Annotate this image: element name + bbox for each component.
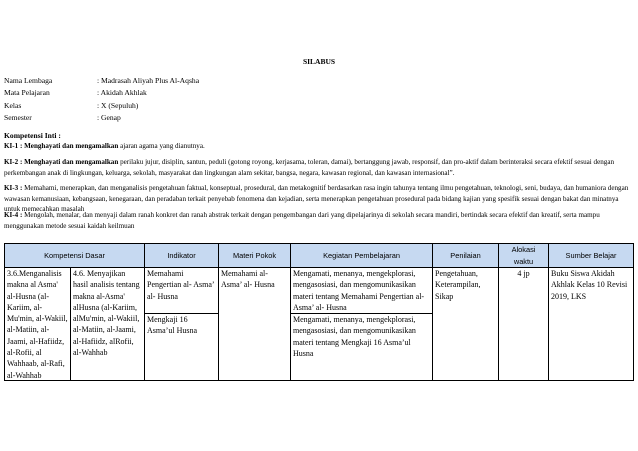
ki-2-label: KI-2 : Menghayati dan mengamalkan xyxy=(4,158,119,166)
ki-2-text: perilaku jujur, disiplin, santun, peduli (gotong royong, kerjasama, toleran, damai), bertanggung jawab, responsif, dan pro-aktif dalam berinteraksi secara efektif sesuai dengan perkembangan anak di lingkungan, keluarga, sekolah, masyarakat dan lingkungan alam sekitar, bangsa, negara, kawasan regional, dan kawasan internasional”. xyxy=(4,158,615,177)
meta-value: : Madrasah Aliyah Plus Al-Aqsha xyxy=(97,76,200,85)
ki-1-text: ajaran agama yang dianutnya. xyxy=(118,142,205,150)
penilaian-cell: Pengetahuan, Keterampilan, Sikap xyxy=(433,268,499,381)
ki-4-text: Mengolah, menalar, dan menyaji dalam ranah konkret dan ranah abstrak terkait dengan pengembangan dari yang dipelajarinya di sekolah secara mandiri, bertindak secara efektif dan kreatif, serta mampu menggunakan metode sesuai kaidah keilmuan xyxy=(4,211,600,230)
ki-2-paragraph xyxy=(4,157,630,178)
meta-value: : X (Sepuluh) xyxy=(97,100,139,110)
kd-4-6-text: 4.6. Menyajikan hasil analisis tentang makna al-Asma' alHusna (al-Kariim, alMu'min, al-Wakiil, al-Matiin, al-Jaami, al-Hafiidz, alRofii, al-Wahhab xyxy=(73,269,140,358)
ki-1-paragraph xyxy=(4,141,630,152)
header-materi-pokok: Materi Pokok xyxy=(219,244,291,268)
kd-3-6-text: 3.6.Menganalisis makna al Asma' al-Husna (al-Kariim, al-Mu'min, al-Wakiil, al-Matiin, al-Jaami, al-Hafiidz, al-Rofii, al Wahhaab, al-Rafi, al-Wahhab xyxy=(7,269,68,380)
indikator-cell: Mengkaji 16 Asma’ul Husna xyxy=(145,314,219,381)
meta-label: Kelas xyxy=(4,100,22,110)
header-indikator: Indikator xyxy=(145,244,219,268)
indikator-cell: Memahami Pengertian al- Asma’ al- Husna xyxy=(145,268,219,314)
meta-row xyxy=(4,100,199,112)
kompetensi-inti-heading: Kompetensi Inti : xyxy=(4,131,61,140)
document-title: SILABUS xyxy=(302,57,336,66)
sumber-cell: Buku Siswa Akidah Akhlak Kelas 10 Revisi 2019, LKS xyxy=(549,268,634,381)
meta-value: : Akidah Akhlak xyxy=(97,88,147,98)
table-header-row xyxy=(5,244,634,268)
header-sumber-belajar: Sumber Belajar xyxy=(549,244,634,268)
meta-label: Mata Pelajaran xyxy=(4,88,50,98)
meta-label: Nama Lembaga xyxy=(4,76,53,85)
header-penilaian: Penilaian xyxy=(433,244,499,268)
kd-cell-4-6 xyxy=(71,268,145,381)
identity-block xyxy=(4,75,199,124)
syllabus-table xyxy=(4,243,634,381)
ki-1-label: KI-1 : Menghayati dan mengamalkan xyxy=(4,142,119,150)
meta-row xyxy=(4,87,199,99)
meta-value: : Genap xyxy=(97,112,121,122)
meta-row xyxy=(4,75,199,87)
kegiatan-cell: Mengamati, menanya, mengekplorasi, mengasosiasi, dan mengomunikasikan materi tentang Memahami Pengertian al-Asma’ al- Husna xyxy=(291,268,433,314)
header-kegiatan-pembelajaran: Kegiatan Pembelajaran xyxy=(291,244,433,268)
kd-cell-3-6 xyxy=(5,268,71,381)
meta-row xyxy=(4,112,199,124)
materi-cell: Memahami al-Asma’ al- Husna xyxy=(219,268,291,381)
alokasi-cell: 4 jp xyxy=(499,268,549,381)
ki-3-text: Memahami, menerapkan, dan menganalisis pengetahuan faktual, konseptual, prosedural, dan metakognitif berdasarkan rasa ingin tahunya tentang ilmu pengetahuan, teknologi, seni, budaya, dan humaniora dengan wawasan kemanusiaan, kebangsaan, kenegaraan, dan peradaban terkait penyebab fenomena dan kejadian, serta menerapkan pengetahuan prosedural pada bidang kajian yang spesifik sesuai dengan bakat dan minatnya untuk memecahkan masalah xyxy=(4,184,629,214)
header-alokasi-waktu: Alokasi waktu xyxy=(499,244,549,268)
ki-3-label: KI-3 : xyxy=(4,184,23,192)
kegiatan-cell: Mengamati, menanya, mengekplorasi, mengasosiasi, dan mengomunikasikan materi tentang Mengkaji 16 Asma’ul Husna xyxy=(291,314,433,381)
table-row xyxy=(5,268,634,314)
meta-label: Semester xyxy=(4,112,32,122)
header-kompetensi-dasar: Kompetensi Dasar xyxy=(5,244,145,268)
ki-4-label: KI-4 : xyxy=(4,211,23,219)
ki-4-paragraph xyxy=(4,210,630,231)
